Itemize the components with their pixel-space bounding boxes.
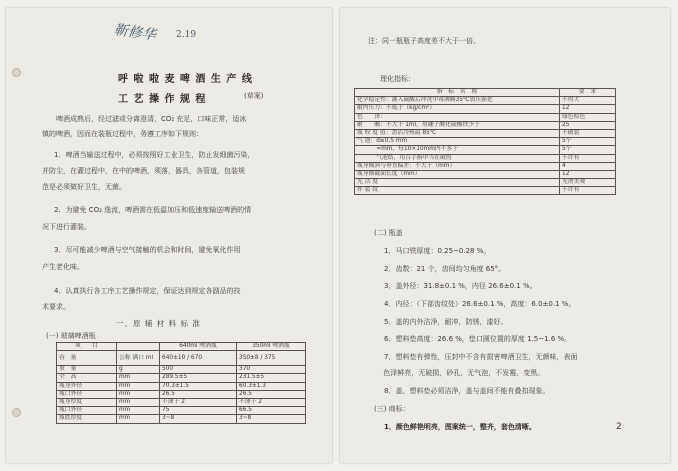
table-cell: mm — [117, 390, 160, 398]
intro-line: 4．认真执行各工序工艺操作规定，保证达到规定各副品的技 — [54, 287, 241, 295]
table-cell: g — [117, 366, 160, 374]
cap-section-title: (二) 瓶盖 — [374, 229, 403, 237]
table-cell: 26.5 — [237, 390, 306, 398]
intro-line: 范是必须做好卫生，无菌。 — [42, 183, 126, 191]
table-caption: 理化指标： — [380, 75, 415, 83]
table-cell: 耐内压力：不低于（kg/cm²） — [355, 105, 560, 113]
table-header — [117, 343, 160, 351]
table-row — [355, 170, 616, 178]
table-cell: 瓶口外径 — [57, 390, 117, 398]
sub-title: (一) 玻璃啤酒瓶 — [46, 332, 96, 340]
binding-hole — [12, 68, 21, 77]
table-cell: mm — [117, 415, 160, 423]
page-number: 2 — [616, 422, 622, 432]
table-cell: 瓶 权 度 值：盖沾冷热温 85℃ — [355, 129, 560, 137]
cap-item: 3．盖外径：31.8±0.1 %，内径 26.6±0.1 %。 — [384, 282, 537, 290]
table-cell: 不得大 — [560, 97, 616, 105]
table-row — [57, 390, 306, 398]
table-cell: 26.5 — [160, 390, 237, 398]
title-line-2: 工 艺 操 作 规 程 — [118, 94, 207, 105]
table-cell: ≈mm，每10×10mm内不多于 — [355, 146, 560, 154]
table-cell: 耐 酸：不大于 1ml，用硼子酸化硫酸铁少于 — [355, 121, 560, 129]
table-cell: 瓶身横截面长度（mm） — [355, 170, 560, 178]
table-row — [57, 374, 306, 382]
label-item: 1．颜色鲜艳明亮，图案统一，整齐，套色清晰。 — [384, 423, 536, 431]
table-cell: 不薄于 2 — [237, 398, 306, 406]
table-cell: 绿色棕色 — [560, 113, 616, 121]
table-cell: 全 高 — [57, 374, 117, 382]
table-cell: 231.5±5 — [237, 374, 306, 382]
table-cell: 不许有 — [560, 154, 616, 162]
table-cell: 气泡结，用百手指甲当在破的 — [355, 154, 560, 162]
table-cell: 化学稳定性：灌入硫酸后冲洗中毒沸腾35℃加压强化 — [355, 97, 560, 105]
table-header-row — [355, 89, 616, 97]
intro-line: 啤酒成熟后，经过滤或分离澄清，CO₂ 充足，口味正常，适冰 — [56, 115, 247, 123]
table-row — [57, 351, 306, 366]
table-cell: 350±8 / 375 — [237, 351, 306, 366]
table-cell: 3~8 — [160, 415, 237, 423]
cap-item: 1．马口铁厚度：0.25~0.28 %。 — [384, 247, 491, 255]
intro-line: 术要求。 — [42, 303, 70, 311]
table-cell: 75 — [160, 407, 237, 415]
cap-item: 6．塑料垫高度：26.6 %，垫口圆位置的厚度 1.5~1.6 %。 — [384, 335, 572, 343]
table-cell: 色 泽： — [355, 113, 560, 121]
table-row — [57, 366, 306, 374]
right-page — [340, 8, 670, 463]
table-cell: 瓶身外径 — [57, 382, 117, 390]
table-cell: 光滑美观 — [560, 179, 616, 187]
bottle-spec-table — [56, 342, 306, 424]
table-row — [355, 105, 616, 113]
cap-item: 7．塑料垫有弹性，压封中不含有损害啤酒卫生，无颜味，表面 — [384, 353, 578, 361]
table-cell: 5个 — [560, 146, 616, 154]
table-cell: 370 — [237, 366, 306, 374]
table-cell: 12 — [560, 170, 616, 178]
table-header: 要 求 — [560, 89, 616, 97]
cap-item: 4．内径：（下部齿纹处）26.6±0.1 %，高度：6.0±0.1 %。 — [384, 300, 576, 308]
table-cell: 气 泡：d≥0.5 mm — [355, 138, 560, 146]
table-cell: 瓶底厚度 — [57, 415, 117, 423]
table-cell: 70.3±1.5 — [160, 382, 237, 390]
table-cell: 瓶身倾斜与垂直偏差：不大于（mm） — [355, 162, 560, 170]
table-header-row — [57, 343, 306, 351]
table-cell: 炸 裂 纹 — [355, 187, 560, 195]
table-cell: mm — [117, 374, 160, 382]
table-cell: 66.5 — [237, 407, 306, 415]
intro-line: 1．啤酒当输送过程中，必须按照好工业卫生，防止发细菌污染， — [54, 151, 255, 159]
table-row — [355, 113, 616, 121]
table-cell: 公称 满口 ml — [117, 351, 160, 366]
table-row — [355, 179, 616, 187]
cap-item: 8．盖、塑料垫必须洁净，盖与盖间不能有叠扣现象。 — [384, 387, 550, 395]
table-header: 指 标 名 称 — [355, 89, 560, 97]
signature-date: 2.19 — [176, 30, 197, 40]
table-row — [355, 97, 616, 105]
table-cell: 容 量 — [57, 351, 117, 366]
table-cell: 瓶口外径 — [57, 407, 117, 415]
table-cell: 25 — [560, 121, 616, 129]
intro-line: 镇的啤酒，因而在装瓶过程中，务遵工序如下规则： — [42, 130, 203, 138]
table-header: 项 目 — [57, 343, 117, 351]
table-row — [355, 154, 616, 162]
table-row — [355, 121, 616, 129]
table-cell: 640±10 / 670 — [160, 351, 237, 366]
physchem-table — [354, 88, 616, 195]
binding-hole — [12, 408, 21, 417]
table-cell: 5个 — [560, 138, 616, 146]
table-row — [355, 187, 616, 195]
table-row — [355, 138, 616, 146]
title-note: (草案) — [244, 92, 264, 100]
header-note: 注：同一瓶瓶子高度差不大于一倍。 — [368, 37, 480, 45]
table-row — [57, 407, 306, 415]
cap-item: 2．齿数：21 个，齿间均匀角度 65°。 — [384, 265, 506, 273]
table-row — [57, 398, 306, 406]
table-cell: 3~8 — [237, 415, 306, 423]
table-cell: 不薄于 2 — [160, 398, 237, 406]
table-row — [57, 382, 306, 390]
table-cell: 500 — [160, 366, 237, 374]
table-cell: 60.3±1.3 — [237, 382, 306, 390]
table-cell: 不许有 — [560, 187, 616, 195]
title-line-1: 呼 啦 啦 麦 啤 酒 生 产 线 — [118, 74, 253, 85]
intro-line: 并防尘，在灌过程中，在中的啤酒，须落，器具，各管道，包装规 — [42, 167, 245, 175]
cap-item: 5．盖的内外洁净，耐冲，防锈，漆好。 — [384, 318, 508, 326]
table-cell: mm — [117, 382, 160, 390]
table-header: 640ml 啤酒瓶 — [160, 343, 237, 351]
table-row — [355, 162, 616, 170]
table-cell: mm — [117, 398, 160, 406]
table-row — [355, 129, 616, 137]
intro-line: 产生老化味。 — [42, 263, 84, 271]
intro-line: 况下进行灌装。 — [42, 223, 91, 231]
label-section-title: (三) 商标： — [374, 405, 410, 413]
table-cell: 4 — [560, 162, 616, 170]
section-title: 一、原 辅 材 料 标 准 — [116, 319, 201, 328]
table-header: 350ml 啤酒瓶 — [237, 343, 306, 351]
table-cell: 不破裂 — [560, 129, 616, 137]
table-row — [57, 415, 306, 423]
intro-line: 3．尽可能减少啤酒与空气接触的机会和时间，避免氧化作用 — [54, 246, 241, 254]
cap-item: 色泽鲜亮，无破损，砂孔，无气泡，不发霉，变黑。 — [374, 369, 545, 377]
table-cell: 瓶身厚度 — [57, 398, 117, 406]
table-cell: 光 洁 度 — [355, 179, 560, 187]
table-row — [355, 146, 616, 154]
left-page — [6, 8, 332, 463]
table-cell: 289.5±5 — [160, 374, 237, 382]
table-cell: 重 量 — [57, 366, 117, 374]
table-cell: 12 — [560, 105, 616, 113]
intro-line: 2．为避免 CO₂ 逸流，啤酒需在低温加压和低速度输送啤酒的情 — [54, 206, 252, 214]
table-cell: mm — [117, 407, 160, 415]
signature: 靳修华 — [112, 22, 157, 44]
